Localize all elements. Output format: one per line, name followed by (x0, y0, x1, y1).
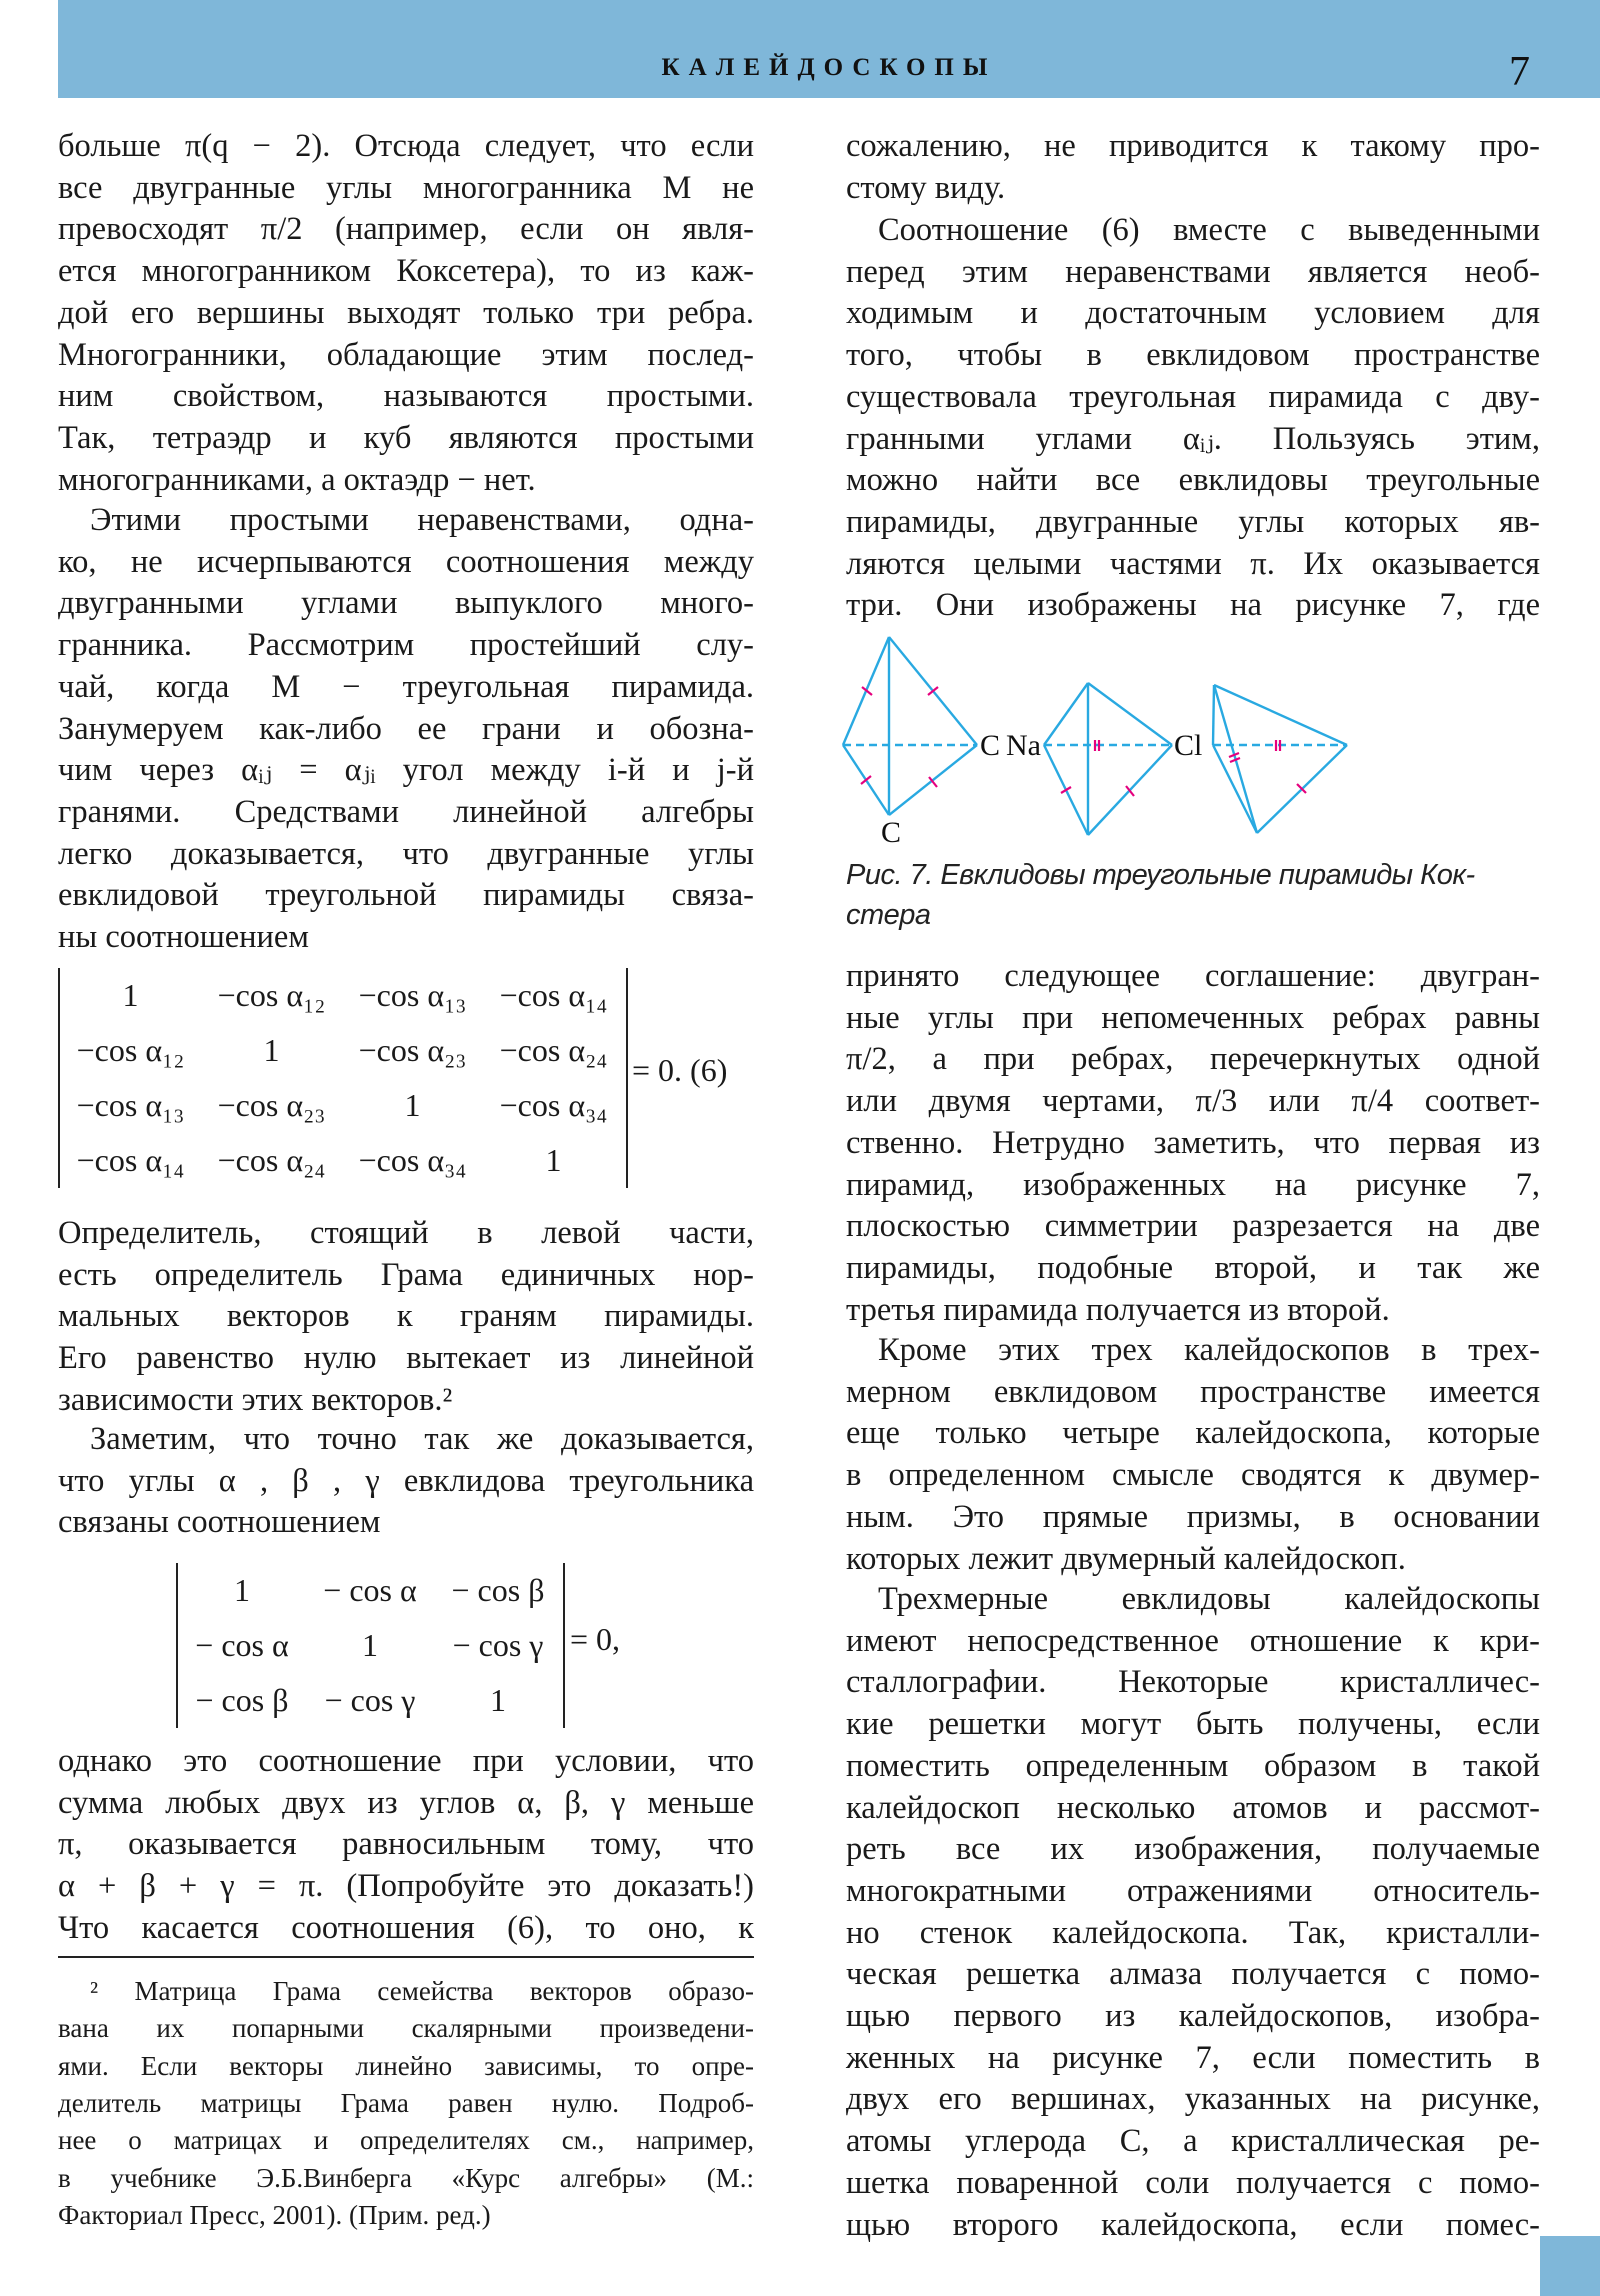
text-line: поместить определенным образом в такой (846, 1747, 1540, 1784)
text-line: шетка поваренной соли получается с помо- (846, 2164, 1540, 2201)
edge-marks (861, 687, 1306, 796)
text-line: еще только четыре калейдоскопа, которые (846, 1415, 1540, 1452)
label-carbon-right: C (980, 729, 1001, 762)
text-line: пирамиды, двугранные углы которых яв- (846, 503, 1540, 540)
text-line: двугранными углами выпуклого много- (58, 585, 754, 622)
matrix-entry: −cos α₃₄ (499, 1087, 608, 1123)
matrix-entry: 1 (234, 1572, 250, 1608)
label-sodium: Na (1006, 729, 1041, 762)
matrix-entry: −cos α₂₄ (217, 1142, 326, 1178)
matrix-entry: 1 (490, 1682, 506, 1718)
footnote-line: ями. Если векторы линейно зависимы, то опре- (58, 2050, 754, 2081)
matrix-entry: − cos α (323, 1572, 417, 1608)
matrix-entry: − cos β (451, 1572, 545, 1608)
figure-caption (846, 855, 1546, 935)
text-line: многогранниками, а октаэдр − нет. (58, 461, 536, 498)
text-line: мальных векторов к граням пирамиды. (58, 1298, 754, 1335)
text-line: стому виду. (846, 169, 1006, 206)
text-line: евклидовой треугольной пирамиды связа- (58, 877, 754, 914)
matrix-entry: − cos γ (452, 1627, 544, 1663)
text-line: реть все их изображения, получаемые (846, 1831, 1540, 1868)
matrix-entry: 1 (404, 1087, 421, 1123)
equation-rhs-6: = 0. (6) (632, 1052, 728, 1088)
text-line: три. Они изображены на рисунке 7, где (846, 587, 1540, 624)
text-line: связаны соотношением (58, 1504, 381, 1541)
text-line: π, оказывается равносильным тому, что (58, 1826, 754, 1863)
pyramid-3 (1213, 685, 1347, 833)
footnote-line: в учебнике Э.Б.Винберга «Курс алгебры» (М.: (58, 2162, 754, 2193)
matrix-entry: 1 (263, 1032, 280, 1068)
figure-7-pyramids (830, 620, 1550, 860)
label-chlorine: Cl (1174, 729, 1203, 762)
text-line: ходимым и достаточным условием для (846, 295, 1540, 332)
page-number: 7 (1509, 49, 1530, 95)
footnote-line: ² Матрица Грама семейства векторов образо- (90, 1976, 754, 2006)
text-line: гранями. Средствами линейной алгебры (58, 793, 754, 830)
text-line: щью второго калейдоскопа, если помес- (846, 2206, 1540, 2243)
text-line: ко, не исчерпываются соотношения между (58, 543, 754, 580)
text-line: двух его вершинах, указанных на рисунке, (846, 2081, 1540, 2118)
text-line: есть определитель Грама единичных нор- (58, 1256, 754, 1293)
text-line: гранными углами αᵢⱼ. Пользуясь этим, (846, 420, 1540, 457)
label-carbon-bottom: C (881, 816, 902, 849)
text-line: дой его вершины выходят только три ребра. (58, 294, 754, 331)
text-line: имеют непосредственное отношение к кри- (846, 1622, 1540, 1659)
text-line: ляются целыми частями π. Их оказывается (846, 545, 1540, 582)
text-line: Что касается соотношения (6), то оно, к (58, 1909, 754, 1946)
text-line: кие решетки могут быть получены, если (846, 1706, 1540, 1743)
text-line: можно найти все евклидовы треугольные (846, 462, 1540, 499)
text-line: мерном евклидовом пространстве имеется (846, 1373, 1540, 1410)
matrix-entry: −cos α₁₂ (76, 1032, 185, 1068)
text-line: все двугранные углы многогранника M не (58, 169, 754, 206)
matrix-entry: −cos α₁₃ (358, 977, 467, 1013)
text-line: зависимости этих векторов.² (58, 1381, 453, 1418)
text-line: Этими простыми неравенствами, одна- (90, 502, 754, 538)
text-line: Трехмерные евклидовы калейдоскопы (878, 1581, 1540, 1617)
matrix-entry: −cos α₃₄ (358, 1142, 467, 1178)
matrix-entry: −cos α₁₃ (76, 1087, 185, 1123)
text-line: ется многогранником Коксетера), то из каж- (58, 253, 754, 290)
text-line: чим через αᵢⱼ = αⱼᵢ угол между i-й и j-й (58, 752, 754, 789)
matrix-entry: −cos α₁₄ (76, 1142, 185, 1178)
matrix-entry: 1 (122, 977, 139, 1013)
corner-tab (1540, 2236, 1600, 2296)
matrix-entry: −cos α₁₄ (499, 977, 608, 1013)
text-line: существовала треугольная пирамида с дву- (846, 378, 1540, 415)
caption-line: стера (846, 899, 931, 931)
footnote (58, 0, 754, 2296)
footnote-line: вана их попарными скалярными произведени- (58, 2013, 754, 2044)
pyramid-2 (1044, 683, 1172, 835)
text-line: Так, тетраэдр и куб являются простыми (58, 419, 754, 456)
pyramid-1 (843, 637, 977, 815)
text-line: ческая решетка алмаза получается с помо- (846, 1956, 1540, 1993)
text-line: ны соотношением (58, 919, 309, 955)
matrix-entry: − cos β (195, 1682, 289, 1718)
text-line: больше π(q − 2). Отсюда следует, что если (58, 128, 754, 164)
text-line: которых лежит двумерный калейдоскоп. (846, 1540, 1406, 1577)
text-line: атомы углерода C, а кристаллическая ре- (846, 2123, 1540, 2160)
matrix-entry: −cos α₂₃ (217, 1087, 326, 1123)
text-line: того, чтобы в евклидовом пространстве (846, 337, 1540, 374)
text-line: ним свойством, называются простыми. (58, 378, 754, 415)
text-line: Кроме этих трех калейдоскопов в трех- (878, 1332, 1540, 1368)
matrix-entry: −cos α₂₃ (358, 1032, 467, 1068)
text-line: многократными отражениями относитель- (846, 1872, 1540, 1909)
matrix-entry: − cos γ (324, 1682, 416, 1718)
text-line: третья пирамида получается из второй. (846, 1291, 1390, 1328)
text-line: Многогранники, обладающие этим послед- (58, 336, 754, 373)
text-line: π/2, а при ребрах, перечеркнутых одной (846, 1041, 1540, 1078)
text-line: Его равенство нулю вытекает из линейной (58, 1340, 754, 1377)
text-line: плоскостью симметрии разрезается на две (846, 1208, 1540, 1245)
text-line: но стенок калейдоскопа. Так, кристалли- (846, 1914, 1540, 1951)
text-line: сумма любых двух из углов α, β, γ меньше (58, 1784, 754, 1821)
footnote-line: нее о матрицах и определителях см., например, (58, 2125, 754, 2156)
text-line: женных на рисунке 7, если поместить в (846, 2039, 1540, 2076)
right-column (846, 0, 1540, 2296)
text-line: в определенном смысле сводятся к двумер- (846, 1457, 1540, 1494)
text-line: щью первого из калейдоскопов, изобра- (846, 1998, 1540, 2034)
footnote-line: Факториал Пресс, 2001). (Прим. ред.) (58, 2199, 491, 2230)
footnote-line: делитель матрицы Грама равен нулю. Подроб- (58, 2087, 754, 2118)
text-line: пирамид, изображенных на рисунке 7, (846, 1166, 1540, 1203)
matrix-entry: −cos α₂₄ (499, 1032, 608, 1068)
text-line: чай, когда M − треугольная пирамида. (58, 668, 754, 705)
text-line: сожалению, не приводится к такому про- (846, 128, 1540, 164)
text-line: Соотношение (6) вместе с выведенными (878, 212, 1540, 248)
text-line: перед этим неравенствами является необ- (846, 253, 1540, 290)
text-line: сталлографии. Некоторые кристалличес- (846, 1664, 1540, 1701)
caption-line: Рис. 7. Евклидовы треугольные пирамиды Кок- (846, 859, 1475, 891)
matrix-entry: 1 (545, 1142, 562, 1178)
text-line: что углы α , β , γ евклидова треугольника (58, 1462, 754, 1499)
text-line: ным. Это прямые призмы, в основании (846, 1498, 1540, 1535)
text-line: пирамиды, подобные второй, и так же (846, 1249, 1540, 1286)
text-line: ные углы при непомеченных ребрах равны (846, 999, 1540, 1036)
text-line: однако это соотношение при условии, что (58, 1743, 754, 1779)
running-title: КАЛЕЙДОСКОПЫ (661, 54, 997, 81)
equation-rhs-triangle: = 0, (570, 1621, 621, 1657)
text-line: Определитель, стоящий в левой части, (58, 1215, 754, 1251)
text-line: ственно. Нетрудно заметить, что первая из (846, 1124, 1540, 1161)
matrix-entry: −cos α₁₂ (217, 977, 326, 1013)
text-line: Заметим, что точно так же доказывается, (90, 1421, 754, 1457)
text-line: Занумеруем как-либо ее грани и обозна- (58, 710, 754, 747)
text-line: или двумя чертами, π/3 или π/4 соответ- (846, 1083, 1540, 1120)
text-line: калейдоскоп несколько атомов и рассмот- (846, 1789, 1540, 1826)
text-line: принято следующее соглашение: двугран- (846, 958, 1540, 994)
text-line: α + β + γ = π. (Попробуйте это доказать!) (58, 1868, 754, 1905)
text-line: превосходят π/2 (например, если он явля- (58, 211, 754, 248)
matrix-entry: − cos α (195, 1627, 289, 1663)
matrix-entry: 1 (362, 1627, 378, 1663)
text-line: легко доказывается, что двугранные углы (58, 835, 754, 872)
text-line: гранника. Рассмотрим простейший слу- (58, 627, 754, 664)
